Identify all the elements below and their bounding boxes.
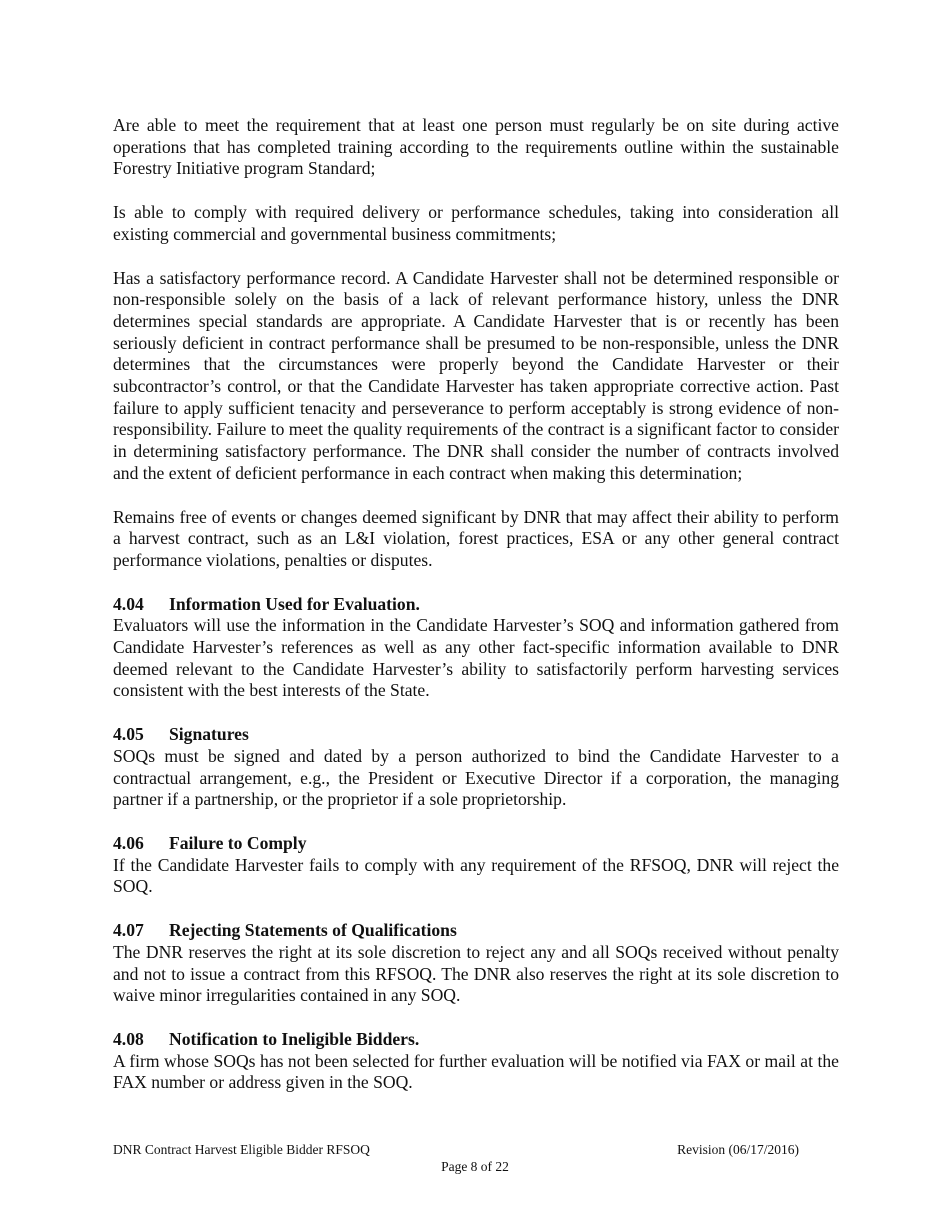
requirement-paragraph-free-of-events: Remains free of events or changes deemed significant by DNR that may affect their ability to perform a harvest contract, such as an L&I violation, forest practices, ESA or any other general contract performance violations, penalties or disputes. [113,506,839,570]
section-title: Failure to Comply [169,832,307,853]
section-number: 4.04 [113,593,144,614]
footer-page-number: Page 8 of 22 [441,1159,509,1174]
section-title: Rejecting Statements of Qualifications [169,920,457,941]
footer-revision: Revision (06/17/2016) [677,1142,799,1157]
section-4-04 [113,594,839,703]
section-number: 4.06 [113,832,144,853]
section-title: Information Used for Evaluation. [169,593,420,614]
section-4-08 [113,1029,839,1094]
section-heading [113,1029,839,1051]
section-number: 4.08 [113,1028,144,1049]
section-4-05 [113,724,839,811]
page-content [113,115,839,1116]
section-body: A firm whose SOQs has not been selected for further evaluation will be notified via FAX or mail at the FAX number or address given in the SOQ. [113,1050,839,1093]
section-body: SOQs must be signed and dated by a person authorized to bind the Candidate Harvester to a contractual arrangement, e.g., the President or Executive Director if a corporation, the managing partner if a partnership, or the proprietor if a sole proprietorship. [113,745,839,810]
section-body: If the Candidate Harvester fails to comply with any requirement of the RFSOQ, DNR will reject the SOQ. [113,854,839,897]
section-body: Evaluators will use the information in the Candidate Harvester’s SOQ and information gathered from Candidate Harvester’s references as well as any other fact-specific information available to DNR deemed relevant to the Candidate Harvester’s ability to satisfactorily perform harvesting services consistent with the best interests of the State. [113,615,839,701]
requirement-paragraph-schedules: Is able to comply with required delivery or performance schedules, taking into consideration all existing commercial and governmental business commitments; [113,202,839,244]
section-4-06 [113,833,839,898]
section-heading [113,833,839,855]
section-number: 4.07 [113,920,144,941]
section-heading [113,920,839,942]
section-body: The DNR reserves the right at its sole discretion to reject any and all SOQs received without penalty and not to issue a contract from this RFSOQ. The DNR also reserves the right at its sole discretion to waive minor irregularities contained in any SOQ. [113,941,839,1006]
section-4-07 [113,920,839,1007]
section-heading [113,724,839,746]
section-title: Notification to Ineligible Bidders. [169,1028,420,1049]
requirement-paragraph-site-training: Are able to meet the requirement that at least one person must regularly be on site during active operations that has completed training according to the requirements outline within the sustainable Forestry Initiative program Standard; [113,115,839,179]
section-heading [113,594,839,616]
section-number: 4.05 [113,724,144,745]
requirement-paragraph-performance-record: Has a satisfactory performance record. A Candidate Harvester shall not be determined responsible or non-responsible solely on the basis of a lack of relevant performance history, unless the DNR determines special standards are appropriate. A Candidate Harvester that is or recently has been seriously deficient in contract performance shall be presumed to be non-responsible, unless the DNR determines that the circumstances were properly beyond the Candidate Harvester or their subcontractor’s control, or that the Candidate Harvester has taken appropriate corrective action. Past failure to apply sufficient tenacity and perseverance to perform acceptably is strong evidence of non-responsibility. Failure to meet the quality requirements of the contract is a significant factor to consider in determining satisfactory performance. The DNR shall consider the number of contracts involved and the extent of deficient performance in each contract when making this determination; [113,267,839,483]
section-title: Signatures [169,724,249,745]
footer-document-title: DNR Contract Harvest Eligible Bidder RFSOQ [113,1142,370,1157]
